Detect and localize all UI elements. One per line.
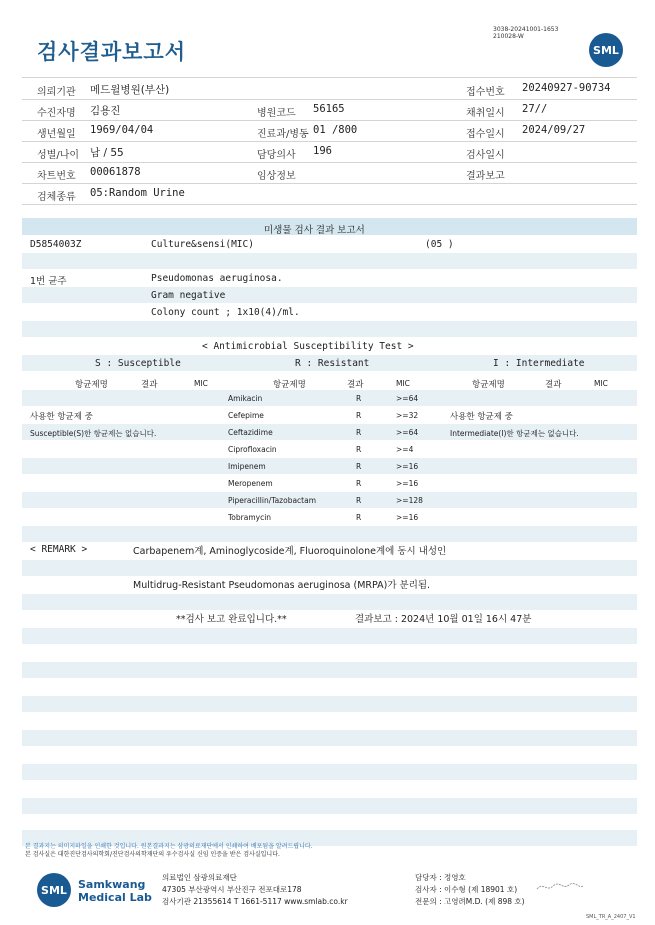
- value-receipt-no: 20240927-90734: [522, 82, 611, 94]
- s-note-line-1: 사용한 항균제 중: [30, 412, 93, 422]
- value-doctor: 196: [313, 145, 332, 157]
- drug-name: Imipenem: [228, 462, 266, 471]
- value-birth: 1969/04/04: [90, 124, 154, 136]
- remark-label: < REMARK >: [30, 544, 88, 555]
- footer-specialist: 전문의 : 고영려M.D. (제 898 호): [415, 897, 525, 906]
- label-test-date: 검사일시: [466, 150, 505, 161]
- s-note-line-2: Susceptible(S)한 항균제는 없습니다.: [30, 429, 157, 438]
- drug-result: R: [356, 394, 362, 403]
- footer-address-block: [162, 872, 348, 908]
- footer-note-2: 본 검사실은 대한진단검사의학회/진단검사의학재단의 우수검사실 신임 인증을 받은 검사실입니다.: [25, 851, 280, 858]
- label-clinical: 임상정보: [257, 171, 296, 182]
- ast-title: < Antimicrobial Susceptibility Test >: [202, 341, 414, 352]
- value-specimen: 05:Random Urine: [90, 187, 185, 199]
- drug-name: Piperacillin/Tazobactam: [228, 496, 317, 505]
- drug-mic: >=16: [396, 513, 419, 522]
- doc-id-line-2: 210028-W: [493, 33, 524, 40]
- page-title: 검사결과보고서: [37, 40, 187, 64]
- value-receipt-date: 2024/09/27: [522, 124, 586, 136]
- label-report: 결과보고: [466, 171, 505, 182]
- drug-mic: >=32: [396, 411, 419, 420]
- colony-count: Colony count ; 1x10(4)/ml.: [151, 307, 300, 318]
- doc-id-line-1: 3038-20241001-1653: [493, 26, 559, 33]
- drug-name: Tobramycin: [228, 513, 272, 522]
- drug-mic: >=16: [396, 479, 419, 488]
- value-request-org: 메드윌병원(부산): [90, 84, 170, 96]
- drug-result: R: [356, 462, 362, 471]
- drug-name: Ceftazidime: [228, 428, 273, 437]
- label-hospital-code: 병원코드: [257, 108, 296, 119]
- drug-result: R: [356, 445, 362, 454]
- label-receipt-no: 접수번호: [466, 87, 505, 98]
- footer-sml-logo: SML: [37, 873, 71, 907]
- remark-line-2: Multidrug-Resistant Pseudomonas aeruginosa (MRPA)가 분리됨.: [133, 580, 431, 591]
- drug-mic: >=128: [396, 496, 423, 505]
- legend-susceptible: S : Susceptible: [95, 358, 181, 369]
- footer-tester: 검사자 : 이수형 (제 18901 호): [415, 885, 518, 894]
- drug-mic: >=64: [396, 394, 419, 403]
- drug-result: R: [356, 496, 362, 505]
- col-header-drug-s: 항균제명: [75, 380, 108, 390]
- drug-mic: >=16: [396, 462, 419, 471]
- drug-name: Meropenem: [228, 479, 273, 488]
- col-header-drug-r: 항균제명: [273, 380, 306, 390]
- remark-line-1: Carbapenem계, Aminoglycoside계, Fluoroquinolone계에 동시 내성인: [133, 546, 447, 557]
- brand-line-2: Medical Lab: [78, 891, 152, 904]
- col-header-mic-r: MIC: [396, 379, 410, 388]
- value-hospital-code: 56165: [313, 103, 345, 115]
- label-chart-no: 차트번호: [37, 171, 76, 182]
- brand-name: [78, 878, 152, 904]
- value-dept: 01 /800: [313, 124, 358, 136]
- organism-name: Pseudomonas aeruginosa.: [151, 273, 283, 284]
- label-collect-date: 채취일시: [466, 108, 505, 119]
- value-sex-age: 남 / 55: [90, 147, 124, 159]
- footer-note-1: 본 결과지는 의미지파일을 인쇄한 것입니다. 원본결과지는 삼광의료재단에서 인쇄하여 배포됨을 알려드립니다.: [25, 843, 313, 850]
- drug-mic: >=4: [396, 445, 414, 454]
- test-code: D5854003Z: [30, 239, 82, 250]
- drug-name: Cefepime: [228, 411, 264, 420]
- footer-org: 의료법인 삼광의료재단: [162, 873, 237, 882]
- col-header-drug-i: 항균제명: [472, 380, 505, 390]
- label-sex-age: 성별/나이: [37, 150, 80, 161]
- signature-image: [535, 880, 585, 894]
- value-chart-no: 00061878: [90, 166, 141, 178]
- sml-logo: SML: [589, 33, 623, 67]
- col-header-mic-i: MIC: [594, 379, 608, 388]
- label-request-org: 의뢰기관: [37, 87, 76, 98]
- doc-id: [493, 26, 558, 40]
- drug-result: R: [356, 428, 362, 437]
- brand-line-1: Samkwang: [78, 878, 146, 891]
- value-subject: 김용진: [90, 105, 121, 117]
- label-receipt-date: 접수일시: [466, 129, 505, 140]
- label-birth: 생년월일: [37, 129, 76, 140]
- drug-result: R: [356, 513, 362, 522]
- drug-name: Ciprofloxacin: [228, 445, 277, 454]
- drug-result: R: [356, 411, 362, 420]
- i-note-line-2: Intermediate(I)한 항균제는 없습니다.: [450, 429, 579, 438]
- value-collect-date: 27//: [522, 103, 548, 115]
- label-doctor: 담당의사: [257, 150, 296, 161]
- footer-contact: 검사기관 21355614 T 1661-5117 www.smlab.co.kr: [162, 897, 348, 906]
- report-complete: **검사 보고 완료입니다.**: [176, 614, 287, 625]
- footer-address: 47305 부산광역시 부산진구 전포대로178: [162, 885, 302, 894]
- gram-stain: Gram negative: [151, 290, 226, 301]
- legend-intermediate: I : Intermediate: [493, 358, 585, 369]
- footer-signature-block: [415, 872, 525, 908]
- col-header-result-r: 결과: [347, 380, 364, 390]
- test-name: Culture&sensi(MIC): [151, 239, 254, 250]
- drug-result: R: [356, 479, 362, 488]
- legend-resistant: R : Resistant: [295, 358, 370, 369]
- i-note-line-1: 사용한 항균제 중: [450, 412, 513, 422]
- organism-label: 1번 균주: [30, 276, 67, 287]
- drug-name: Amikacin: [228, 394, 263, 403]
- col-header-mic-s: MIC: [194, 379, 208, 388]
- label-specimen: 검체종류: [37, 192, 76, 203]
- label-subject: 수진자명: [37, 108, 76, 119]
- col-header-result-i: 결과: [545, 380, 562, 390]
- footer-manager: 담당자 : 정영호: [415, 873, 466, 882]
- section-title: 미생물 검사 결과 보고서: [264, 225, 365, 236]
- drug-mic: >=64: [396, 428, 419, 437]
- report-time: 결과보고 : 2024년 10월 01일 16시 47분: [355, 614, 532, 625]
- label-dept: 진료과/병동: [257, 129, 309, 140]
- form-code: SML_TR_A_2407_V1: [586, 914, 636, 920]
- col-header-result-s: 결과: [141, 380, 158, 390]
- test-seq: (05 ): [425, 239, 454, 250]
